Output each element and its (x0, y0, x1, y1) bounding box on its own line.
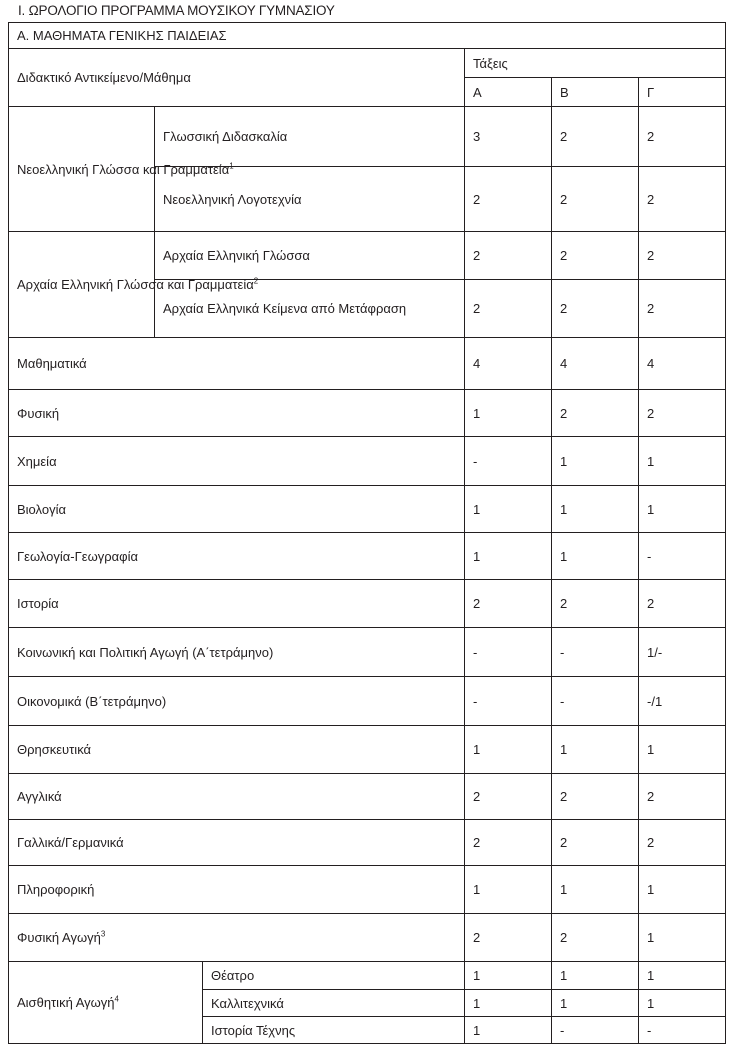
timetable (8, 22, 726, 1044)
hours-a: 2 (465, 280, 552, 338)
subject-name: Φυσική (9, 390, 465, 437)
hours-b: 1 (552, 726, 639, 774)
hours-c: 1 (639, 990, 726, 1017)
hours-c: 1 (639, 962, 726, 990)
hours-c: - (639, 533, 726, 580)
hours-c: 2 (639, 107, 726, 167)
table-row (9, 338, 726, 390)
subject-name: Βιολογία (9, 486, 465, 533)
subject-name: Ιστορία (9, 580, 465, 628)
table-row (9, 726, 726, 774)
subject-name: Θρησκευτικά (9, 726, 465, 774)
table-row (9, 914, 726, 962)
hours-c: 1 (639, 486, 726, 533)
subject-name: Αρχαία Ελληνικά Κείμενα από Μετάφραση (155, 280, 465, 338)
hours-b: 1 (552, 437, 639, 486)
hours-c: 1 (639, 437, 726, 486)
table-row (9, 437, 726, 486)
hours-b: 2 (552, 167, 639, 232)
hours-b: 1 (552, 866, 639, 914)
hours-b: 2 (552, 280, 639, 338)
subject-name: Οικονομικά (Β΄τετράμηνο) (9, 677, 465, 726)
table-row (9, 866, 726, 914)
hours-a: 1 (465, 533, 552, 580)
hours-a: 3 (465, 107, 552, 167)
hours-c: 1 (639, 866, 726, 914)
hours-a: 2 (465, 820, 552, 866)
group-name: Αισθητική Αγωγή$^4$ (9, 962, 203, 1044)
subject-name: Φυσική Αγωγή$^3$ (9, 914, 465, 962)
hours-c: -/1 (639, 677, 726, 726)
hours-b: 2 (552, 820, 639, 866)
hours-c: 1/- (639, 628, 726, 677)
hours-a: 4 (465, 338, 552, 390)
section-title: Α. ΜΑΘΗΜΑΤΑ ΓΕΝΙΚΗΣ ΠΑΙΔΕΙΑΣ (9, 23, 726, 49)
hours-b: 2 (552, 580, 639, 628)
hours-a: 1 (465, 390, 552, 437)
subject-header: Διδακτικό Αντικείμενο/Μάθημα (9, 49, 465, 107)
hours-b: - (552, 628, 639, 677)
hours-a: 2 (465, 914, 552, 962)
subject-name: Πληροφορική (9, 866, 465, 914)
group-name: Αρχαία Ελληνική Γλώσσα και Γραμματεία$^2$ (9, 232, 155, 338)
hours-a: 1 (465, 1017, 552, 1044)
hours-a: - (465, 437, 552, 486)
subject-name: Αγγλικά (9, 774, 465, 820)
hours-c: 2 (639, 390, 726, 437)
subject-name: Θέατρο (203, 962, 465, 990)
hours-a: - (465, 677, 552, 726)
hours-a: 1 (465, 866, 552, 914)
subject-name: Μαθηματικά (9, 338, 465, 390)
hours-b: 2 (552, 390, 639, 437)
subject-name: Χημεία (9, 437, 465, 486)
table-row (9, 774, 726, 820)
footnote-marker: 4 (114, 994, 119, 1004)
header-row (9, 49, 726, 78)
hours-b: 2 (552, 107, 639, 167)
group-name: Νεοελληνική Γλώσσα και Γραμματεία$^1$ (9, 107, 155, 232)
subject-name: Γαλλικά/Γερμανικά (9, 820, 465, 866)
section-row (9, 23, 726, 49)
hours-a: 1 (465, 990, 552, 1017)
subject-name: Γεωλογία-Γεωγραφία (9, 533, 465, 580)
hours-b: 1 (552, 962, 639, 990)
hours-c: 2 (639, 580, 726, 628)
table-row (9, 232, 726, 280)
hours-b: - (552, 1017, 639, 1044)
footnote-marker: 1 (229, 161, 234, 171)
table-row (9, 107, 726, 167)
footnote-marker: 2 (253, 276, 259, 286)
hours-a: 2 (465, 580, 552, 628)
table-row (9, 580, 726, 628)
table-row (9, 486, 726, 533)
subject-name: Αρχαία Ελληνική Γλώσσα (155, 232, 465, 280)
hours-a: 1 (465, 726, 552, 774)
hours-b: 1 (552, 533, 639, 580)
subject-name: Γλωσσική Διδασκαλία (155, 107, 465, 167)
hours-a: 2 (465, 167, 552, 232)
class-c-header: Γ (639, 78, 726, 107)
hours-c: 2 (639, 232, 726, 280)
table-row (9, 962, 726, 990)
hours-b: 2 (552, 914, 639, 962)
class-a-header: Α (465, 78, 552, 107)
subject-name: Ιστορία Τέχνης (203, 1017, 465, 1044)
table-row (9, 820, 726, 866)
class-b-header: Β (552, 78, 639, 107)
hours-b: 1 (552, 486, 639, 533)
hours-b: 2 (552, 232, 639, 280)
hours-b: 1 (552, 990, 639, 1017)
classes-header: Τάξεις (465, 49, 726, 78)
hours-b: 4 (552, 338, 639, 390)
hours-c: 2 (639, 167, 726, 232)
hours-c: - (639, 1017, 726, 1044)
footnote-marker: 3 (100, 929, 106, 939)
hours-a: 2 (465, 232, 552, 280)
table-row (9, 390, 726, 437)
subject-name: Νεοελληνική Λογοτεχνία (155, 167, 465, 232)
table-row (9, 628, 726, 677)
subject-name: Καλλιτεχνικά (203, 990, 465, 1017)
hours-b: 2 (552, 774, 639, 820)
hours-c: 2 (639, 774, 726, 820)
table-row (9, 533, 726, 580)
hours-a: - (465, 628, 552, 677)
hours-a: 2 (465, 774, 552, 820)
document-title: Ι. ΩΡΟΛΟΓΙΟ ΠΡΟΓΡΑΜΜΑ ΜΟΥΣΙΚΟΥ ΓΥΜΝΑΣΙΟΥ (18, 3, 335, 18)
hours-c: 2 (639, 280, 726, 338)
hours-b: - (552, 677, 639, 726)
subject-name: Κοινωνική και Πολιτική Αγωγή (Α΄τετράμηνο) (9, 628, 465, 677)
hours-a: 1 (465, 962, 552, 990)
hours-c: 2 (639, 820, 726, 866)
hours-c: 4 (639, 338, 726, 390)
hours-c: 1 (639, 914, 726, 962)
hours-a: 1 (465, 486, 552, 533)
hours-c: 1 (639, 726, 726, 774)
table-row (9, 677, 726, 726)
